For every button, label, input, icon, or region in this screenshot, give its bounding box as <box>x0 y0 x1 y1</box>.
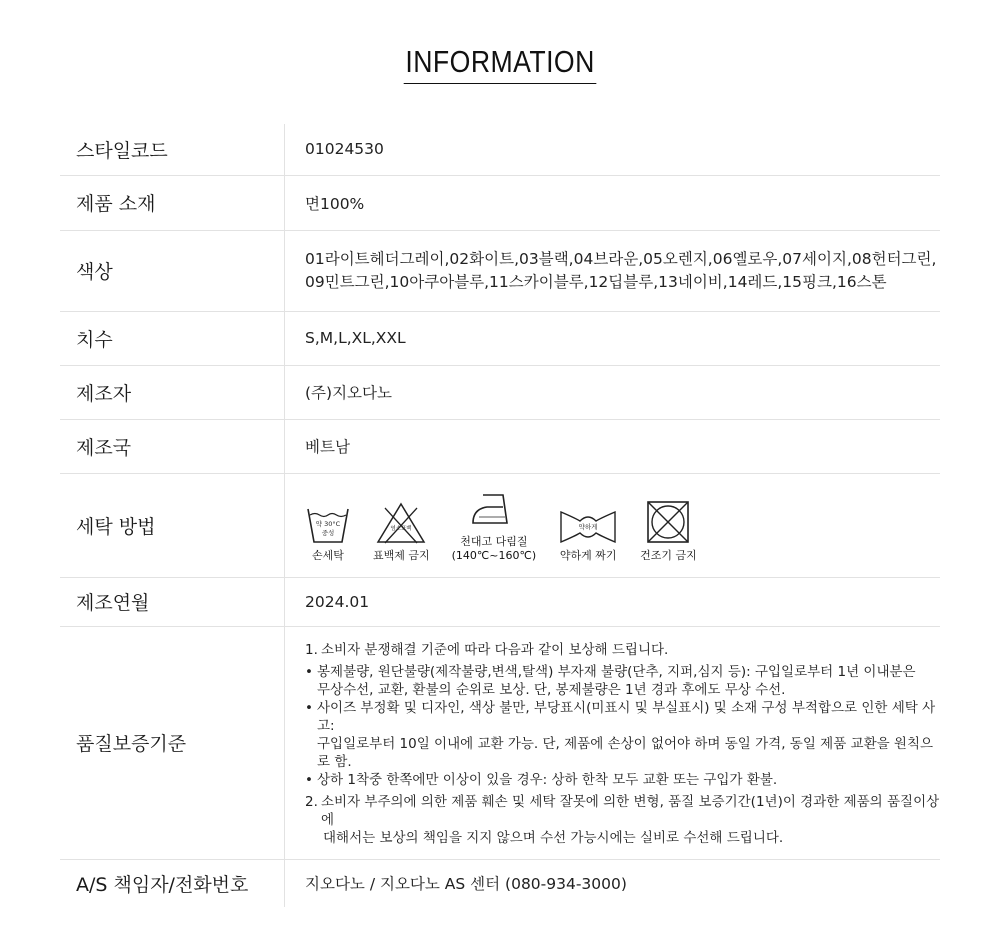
table-row <box>60 311 940 365</box>
row-value: (주)지오다노 <box>285 365 941 419</box>
quality-item-1 <box>305 641 940 659</box>
table-row <box>60 473 940 577</box>
quality-bullet-2 <box>305 699 940 735</box>
quality-bullet-3 <box>305 771 940 789</box>
table-row <box>60 419 940 473</box>
row-label: 치수 <box>60 311 285 365</box>
row-value: 면100% <box>285 175 941 230</box>
row-label: 세탁 방법 <box>60 473 285 577</box>
wash-symbol <box>558 509 618 563</box>
bullet-text-cont: 무상수선, 교환, 환불의 순위로 보상. 단, 봉제불량은 1년 경과 후에도 무상 수선. <box>317 681 786 698</box>
page-title-wrap <box>0 44 1000 84</box>
row-value: S,M,L,XL,XXL <box>285 311 941 365</box>
no-bleach-text: 염소표백 <box>390 526 412 532</box>
info-table <box>60 124 940 907</box>
bullet-text: 봉제불량, 원단불량(제작불량,변색,탈색) 부자재 불량(단추, 지퍼,심지 등): 구입일로부터 1년 이내분은 <box>317 663 916 680</box>
table-row <box>60 365 940 419</box>
item-number: 1. <box>305 641 318 658</box>
row-label: 색상 <box>60 230 285 311</box>
washing-icons <box>305 487 940 563</box>
color-line-2: 09민트그린,10아쿠아블루,11스카이블루,12딥블루,13네이비,14레드,15핑크,16스톤 <box>305 272 887 291</box>
wash-symbol <box>305 503 351 563</box>
hand-wash-detergent: 중성 <box>321 529 335 537</box>
row-label: 스타일코드 <box>60 124 285 175</box>
washing-icons-cell <box>285 473 941 577</box>
wash-symbol <box>373 501 430 563</box>
iron-caption-line1: 천대고 다림질 <box>460 535 528 548</box>
quality-bullet-1 <box>305 663 940 681</box>
hand-wash-caption: 손세탁 <box>312 549 344 562</box>
no-bleach-caption: 표백제 금지 <box>373 549 430 562</box>
item-number: 2. <box>305 793 318 810</box>
item-text-cont: 대해서는 보상의 책임을 지지 않으며 수선 가능시에는 실비로 수선해 드립니다. <box>323 829 784 846</box>
row-label: 제조연월 <box>60 577 285 626</box>
gentle-wring-caption: 약하게 짜기 <box>559 549 617 562</box>
item-text: 소비자 분쟁해결 기준에 따라 다음과 같이 보상해 드립니다. <box>321 641 669 658</box>
bullet-text: 사이즈 부정확 및 디자인, 색상 불만, 부당표시(미표시 및 부실표시) 및 소재 구성 부적합으로 인한 세탁 사고: <box>317 699 936 734</box>
iron-caption <box>452 535 537 563</box>
bullet: • <box>305 663 313 680</box>
row-label: 제조자 <box>60 365 285 419</box>
item-text: 소비자 부주의에 의한 제품 훼손 및 세탁 잘못에 의한 변형, 품질 보증기간(1년)이 경과한 제품의 품질이상에 <box>321 793 940 828</box>
quality-text <box>305 627 940 859</box>
table-row <box>60 626 940 859</box>
row-label: A/S 책임자/전화번호 <box>60 859 285 907</box>
bullet-text: 상하 1착중 한쪽에만 이상이 있을 경우: 상하 한착 모두 교환 또는 구입가 환불. <box>317 771 778 788</box>
table-row <box>60 175 940 230</box>
no-tumble-dry-icon <box>645 499 691 545</box>
row-label: 품질보증기준 <box>60 626 285 859</box>
bullet: • <box>305 699 313 716</box>
bullet-text-cont: 구입일로부터 10일 이내에 교환 가능. 단, 제품에 손상이 없어야 하며 동일 가격, 동일 제품 교환을 원칙으로 함. <box>317 735 934 770</box>
hand-wash-temp: 약 30°C <box>315 520 341 528</box>
row-label: 제품 소재 <box>60 175 285 230</box>
row-label: 제조국 <box>60 419 285 473</box>
bullet: • <box>305 771 313 788</box>
table-row <box>60 859 940 907</box>
row-value: 01024530 <box>285 124 941 175</box>
table-row <box>60 230 940 311</box>
table-row <box>60 577 940 626</box>
row-value: 2024.01 <box>285 577 941 626</box>
row-value: 베트남 <box>285 419 941 473</box>
page-title: INFORMATION <box>404 44 597 84</box>
quality-item-2 <box>305 793 940 829</box>
hand-wash-icon <box>305 503 351 545</box>
color-list <box>285 230 941 311</box>
row-value: 지오다노 / 지오다노 AS 센터 (080-934-3000) <box>305 875 627 894</box>
iron-icon <box>469 491 519 531</box>
gentle-wring-text: 약하게 <box>578 523 598 531</box>
iron-caption-line2: (140℃~160℃) <box>451 549 537 562</box>
gentle-wring-icon <box>558 509 618 545</box>
no-tumble-dry-caption: 건조기 금지 <box>640 549 697 562</box>
quality-cell <box>285 626 941 859</box>
table-row <box>60 124 940 175</box>
no-bleach-icon <box>375 501 427 545</box>
wash-symbol <box>640 499 697 563</box>
wash-symbol <box>452 491 537 563</box>
color-line-1: 01라이트헤더그레이,02화이트,03블랙,04브라운,05오렌지,06옐로우,07세이지,08헌터그린, <box>305 249 937 268</box>
